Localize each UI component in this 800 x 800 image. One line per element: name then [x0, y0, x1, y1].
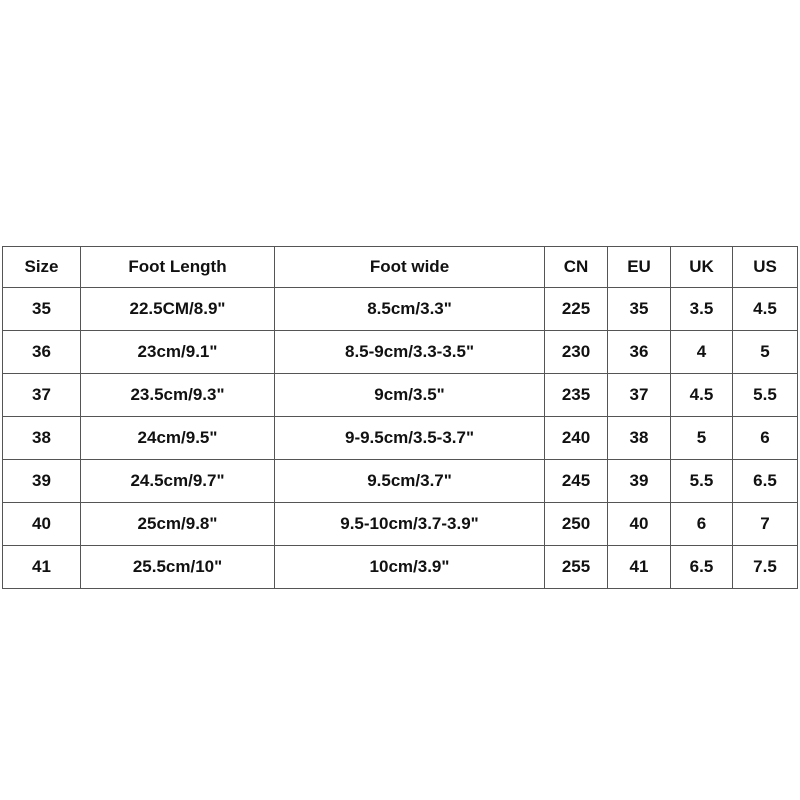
table-row — [3, 374, 798, 417]
cell-eu: 35 — [608, 288, 671, 331]
cell-foot-length: 24cm/9.5" — [81, 417, 275, 460]
cell-uk: 6.5 — [671, 546, 733, 589]
table-row — [3, 503, 798, 546]
cell-cn: 240 — [545, 417, 608, 460]
cell-cn: 250 — [545, 503, 608, 546]
cell-size: 38 — [3, 417, 81, 460]
cell-eu: 39 — [608, 460, 671, 503]
header-us: US — [733, 247, 798, 288]
header-eu: EU — [608, 247, 671, 288]
cell-us: 6.5 — [733, 460, 798, 503]
cell-uk: 4.5 — [671, 374, 733, 417]
header-foot-wide: Foot wide — [275, 247, 545, 288]
cell-foot-wide: 9.5cm/3.7" — [275, 460, 545, 503]
cell-foot-length: 24.5cm/9.7" — [81, 460, 275, 503]
cell-foot-wide: 8.5cm/3.3" — [275, 288, 545, 331]
header-foot-length: Foot Length — [81, 247, 275, 288]
cell-foot-length: 25cm/9.8" — [81, 503, 275, 546]
cell-eu: 38 — [608, 417, 671, 460]
header-size: Size — [3, 247, 81, 288]
cell-uk: 4 — [671, 331, 733, 374]
cell-size: 35 — [3, 288, 81, 331]
cell-foot-wide: 9.5-10cm/3.7-3.9" — [275, 503, 545, 546]
cell-us: 5 — [733, 331, 798, 374]
cell-us: 5.5 — [733, 374, 798, 417]
cell-foot-wide: 9cm/3.5" — [275, 374, 545, 417]
table-row — [3, 417, 798, 460]
cell-uk: 5.5 — [671, 460, 733, 503]
cell-uk: 3.5 — [671, 288, 733, 331]
table-row — [3, 288, 798, 331]
cell-size: 39 — [3, 460, 81, 503]
cell-us: 7.5 — [733, 546, 798, 589]
cell-eu: 37 — [608, 374, 671, 417]
size-chart-table — [2, 246, 798, 589]
cell-eu: 36 — [608, 331, 671, 374]
cell-eu: 40 — [608, 503, 671, 546]
header-row — [3, 247, 798, 288]
cell-cn: 235 — [545, 374, 608, 417]
cell-size: 36 — [3, 331, 81, 374]
cell-us: 7 — [733, 503, 798, 546]
cell-foot-wide: 8.5-9cm/3.3-3.5" — [275, 331, 545, 374]
cell-foot-length: 22.5CM/8.9" — [81, 288, 275, 331]
header-cn: CN — [545, 247, 608, 288]
table-row — [3, 460, 798, 503]
cell-size: 41 — [3, 546, 81, 589]
cell-cn: 225 — [545, 288, 608, 331]
cell-size: 40 — [3, 503, 81, 546]
cell-foot-wide: 9-9.5cm/3.5-3.7" — [275, 417, 545, 460]
cell-us: 4.5 — [733, 288, 798, 331]
cell-cn: 230 — [545, 331, 608, 374]
cell-foot-length: 23cm/9.1" — [81, 331, 275, 374]
header-uk: UK — [671, 247, 733, 288]
cell-foot-wide: 10cm/3.9" — [275, 546, 545, 589]
cell-uk: 5 — [671, 417, 733, 460]
table-row — [3, 331, 798, 374]
cell-size: 37 — [3, 374, 81, 417]
cell-us: 6 — [733, 417, 798, 460]
cell-foot-length: 25.5cm/10" — [81, 546, 275, 589]
table-row — [3, 546, 798, 589]
cell-foot-length: 23.5cm/9.3" — [81, 374, 275, 417]
cell-uk: 6 — [671, 503, 733, 546]
cell-eu: 41 — [608, 546, 671, 589]
cell-cn: 245 — [545, 460, 608, 503]
cell-cn: 255 — [545, 546, 608, 589]
